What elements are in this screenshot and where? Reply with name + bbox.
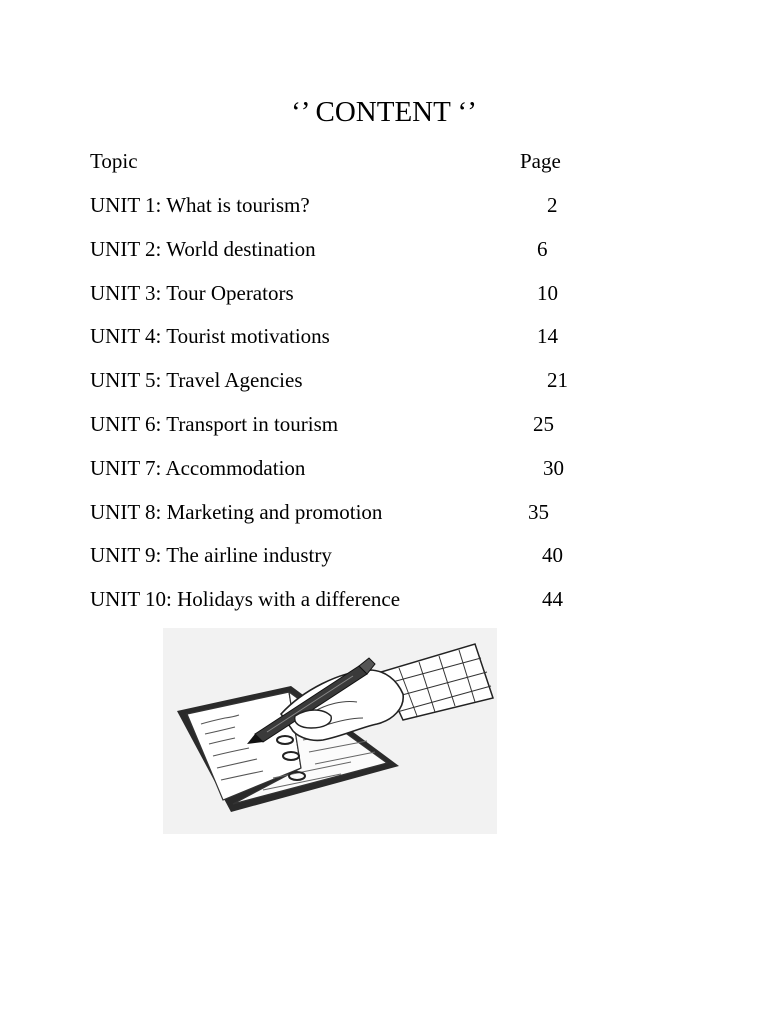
unit-title: UNIT 3: Tour Operators xyxy=(90,280,294,305)
page-column-label: Page xyxy=(520,149,561,173)
table-of-contents xyxy=(90,190,590,628)
toc-entry xyxy=(90,453,590,497)
unit-page-number: 2 xyxy=(547,193,558,217)
hand-writing-in-notebook-icon xyxy=(163,628,497,834)
unit-title: UNIT 10: Holidays with a difference xyxy=(90,587,401,612)
unit-page-number: 40 xyxy=(542,543,563,568)
toc-entry xyxy=(90,278,590,322)
unit-title: UNIT 5: Travel Agencies xyxy=(90,368,303,393)
unit-page-number: 35 xyxy=(528,499,549,524)
unit-page-number: 30 xyxy=(543,455,564,480)
toc-entry xyxy=(90,321,590,365)
unit-title: UNIT 1: What is tourism? xyxy=(90,193,310,217)
unit-page-number: 10 xyxy=(537,280,558,305)
topic-column-label: Topic xyxy=(90,149,138,173)
unit-title: UNIT 7: Accommodation xyxy=(90,455,306,480)
toc-entry xyxy=(90,190,590,234)
toc-entry xyxy=(90,234,590,278)
toc-entry xyxy=(90,540,590,584)
unit-title: UNIT 9: The airline industry xyxy=(90,543,332,568)
toc-entry xyxy=(90,584,590,628)
unit-page-number: 25 xyxy=(533,411,554,436)
unit-title: UNIT 6: Transport in tourism xyxy=(90,411,339,436)
toc-entry xyxy=(90,409,590,453)
unit-page-number: 44 xyxy=(542,587,563,612)
unit-title: UNIT 2: World destination xyxy=(90,236,316,261)
unit-title: UNIT 4: Tourist motivations xyxy=(90,324,330,349)
page-title: ‘’ CONTENT ‘’ xyxy=(291,96,477,128)
toc-entry xyxy=(90,365,590,409)
toc-entry xyxy=(90,497,590,541)
unit-page-number: 6 xyxy=(537,236,548,261)
unit-title: UNIT 8: Marketing and promotion xyxy=(90,499,383,524)
unit-page-number: 21 xyxy=(547,368,568,393)
toc-header xyxy=(90,146,568,176)
unit-page-number: 14 xyxy=(537,324,558,349)
